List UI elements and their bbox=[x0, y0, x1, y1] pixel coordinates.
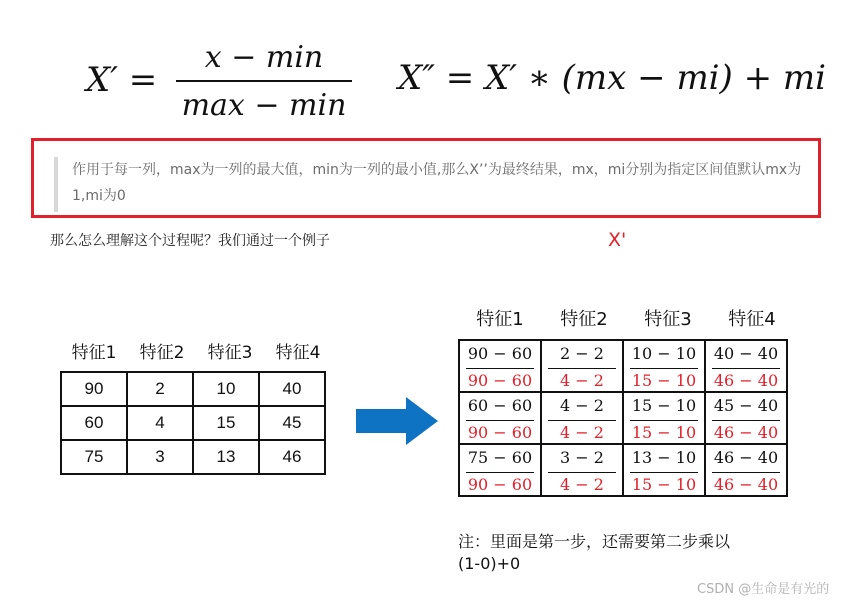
fraction-line bbox=[630, 472, 698, 473]
fraction-cell bbox=[623, 444, 705, 496]
table-cell: 60 bbox=[61, 406, 127, 440]
fraction-denominator: 4 − 2 bbox=[560, 423, 604, 442]
note-line-2: (1-0)+0 bbox=[458, 554, 521, 573]
left-header-4: 特征4 bbox=[275, 343, 321, 363]
right-header-4: 特征4 bbox=[728, 309, 776, 330]
formula1-denominator: max − min bbox=[181, 88, 347, 123]
fraction-bar bbox=[176, 80, 352, 82]
fraction-cell bbox=[459, 444, 541, 496]
table-cell: 46 bbox=[259, 440, 325, 474]
fraction-line bbox=[466, 472, 534, 473]
fraction-denominator: 46 − 40 bbox=[713, 371, 779, 390]
fraction-denominator: 90 − 60 bbox=[467, 371, 533, 390]
table-cell: 2 bbox=[127, 372, 193, 406]
right-header-2: 特征2 bbox=[560, 309, 608, 330]
table-row bbox=[61, 406, 325, 440]
fraction-numerator: 40 − 40 bbox=[713, 344, 779, 363]
fraction-cell bbox=[705, 340, 787, 392]
fraction-numerator: 13 − 10 bbox=[631, 448, 697, 467]
table-row bbox=[459, 392, 787, 444]
fraction-denominator: 90 − 60 bbox=[467, 423, 533, 442]
fraction-line bbox=[712, 368, 780, 369]
fraction-cell bbox=[459, 392, 541, 444]
fraction-cell bbox=[705, 444, 787, 496]
fraction-denominator: 4 − 2 bbox=[560, 475, 604, 494]
highlight-box bbox=[31, 138, 821, 218]
intro-text: 那么怎么理解这个过程呢？我们通过一个例子 bbox=[50, 233, 330, 249]
fraction-denominator: 15 − 10 bbox=[631, 475, 697, 494]
fraction-denominator: 15 − 10 bbox=[631, 423, 697, 442]
fraction-cell bbox=[623, 392, 705, 444]
fraction-numerator: 15 − 10 bbox=[631, 396, 697, 415]
rescale-formula: X″ = X′ ∗ (mx − mi) + mi bbox=[398, 58, 827, 98]
table-row bbox=[61, 440, 325, 474]
table-cell: 13 bbox=[193, 440, 259, 474]
note-line-1: 注：里面是第一步，还需要第二步乘以 bbox=[458, 532, 731, 551]
fraction-numerator: 10 − 10 bbox=[631, 344, 697, 363]
right-table-header bbox=[458, 305, 794, 331]
fraction-numerator: 75 − 60 bbox=[467, 448, 533, 467]
formula1-fraction bbox=[176, 38, 352, 126]
table-cell: 75 bbox=[61, 440, 127, 474]
table-cell: 40 bbox=[259, 372, 325, 406]
table-cell: 10 bbox=[193, 372, 259, 406]
table-row bbox=[459, 340, 787, 392]
formula1-numerator: x − min bbox=[204, 40, 324, 75]
left-table-header bbox=[60, 338, 332, 364]
fraction-denominator: 46 − 40 bbox=[713, 423, 779, 442]
table-cell: 15 bbox=[193, 406, 259, 440]
right-arrow-icon bbox=[356, 397, 438, 445]
fraction-numerator: 60 − 60 bbox=[467, 396, 533, 415]
fraction-cell bbox=[541, 444, 623, 496]
normalized-fraction-table bbox=[458, 339, 788, 497]
table-row bbox=[459, 444, 787, 496]
xprime-annotation: X' bbox=[608, 229, 627, 251]
fraction-line bbox=[712, 472, 780, 473]
table-cell: 3 bbox=[127, 440, 193, 474]
fraction-numerator: 90 − 60 bbox=[467, 344, 533, 363]
description-quote: 作用于每一列，max为一列的最大值，min为一列的最小值,那么X’’为最终结果，mx，mi分别为指定区间值默认mx为1,mi为0 bbox=[54, 157, 810, 212]
step-note bbox=[458, 531, 730, 575]
fraction-denominator: 46 − 40 bbox=[713, 475, 779, 494]
formula1-lhs: X′ = bbox=[86, 60, 158, 100]
fraction-numerator: 45 − 40 bbox=[713, 396, 779, 415]
original-data-table bbox=[60, 371, 326, 475]
fraction-numerator: 3 − 2 bbox=[560, 448, 604, 467]
fraction-line bbox=[466, 420, 534, 421]
fraction-cell bbox=[705, 392, 787, 444]
fraction-line bbox=[548, 368, 616, 369]
fraction-numerator: 2 − 2 bbox=[560, 344, 604, 363]
fraction-cell bbox=[541, 392, 623, 444]
fraction-line bbox=[712, 420, 780, 421]
fraction-cell bbox=[623, 340, 705, 392]
table-row bbox=[61, 372, 325, 406]
left-header-2: 特征2 bbox=[139, 343, 185, 363]
fraction-line bbox=[630, 420, 698, 421]
fraction-denominator: 90 − 60 bbox=[467, 475, 533, 494]
table-cell: 90 bbox=[61, 372, 127, 406]
fraction-numerator: 4 − 2 bbox=[560, 396, 604, 415]
left-header-3: 特征3 bbox=[207, 343, 253, 363]
watermark: CSDN @生命是有光的 bbox=[697, 582, 830, 597]
left-header-1: 特征1 bbox=[71, 343, 117, 363]
minmax-formula bbox=[86, 38, 356, 124]
right-header-3: 特征3 bbox=[644, 309, 692, 330]
fraction-denominator: 15 − 10 bbox=[631, 371, 697, 390]
fraction-cell bbox=[459, 340, 541, 392]
fraction-line bbox=[630, 368, 698, 369]
fraction-numerator: 46 − 40 bbox=[713, 448, 779, 467]
fraction-line bbox=[548, 420, 616, 421]
fraction-denominator: 4 − 2 bbox=[560, 371, 604, 390]
right-header-1: 特征1 bbox=[476, 309, 524, 330]
fraction-line bbox=[466, 368, 534, 369]
table-cell: 45 bbox=[259, 406, 325, 440]
table-cell: 4 bbox=[127, 406, 193, 440]
fraction-line bbox=[548, 472, 616, 473]
fraction-cell bbox=[541, 340, 623, 392]
